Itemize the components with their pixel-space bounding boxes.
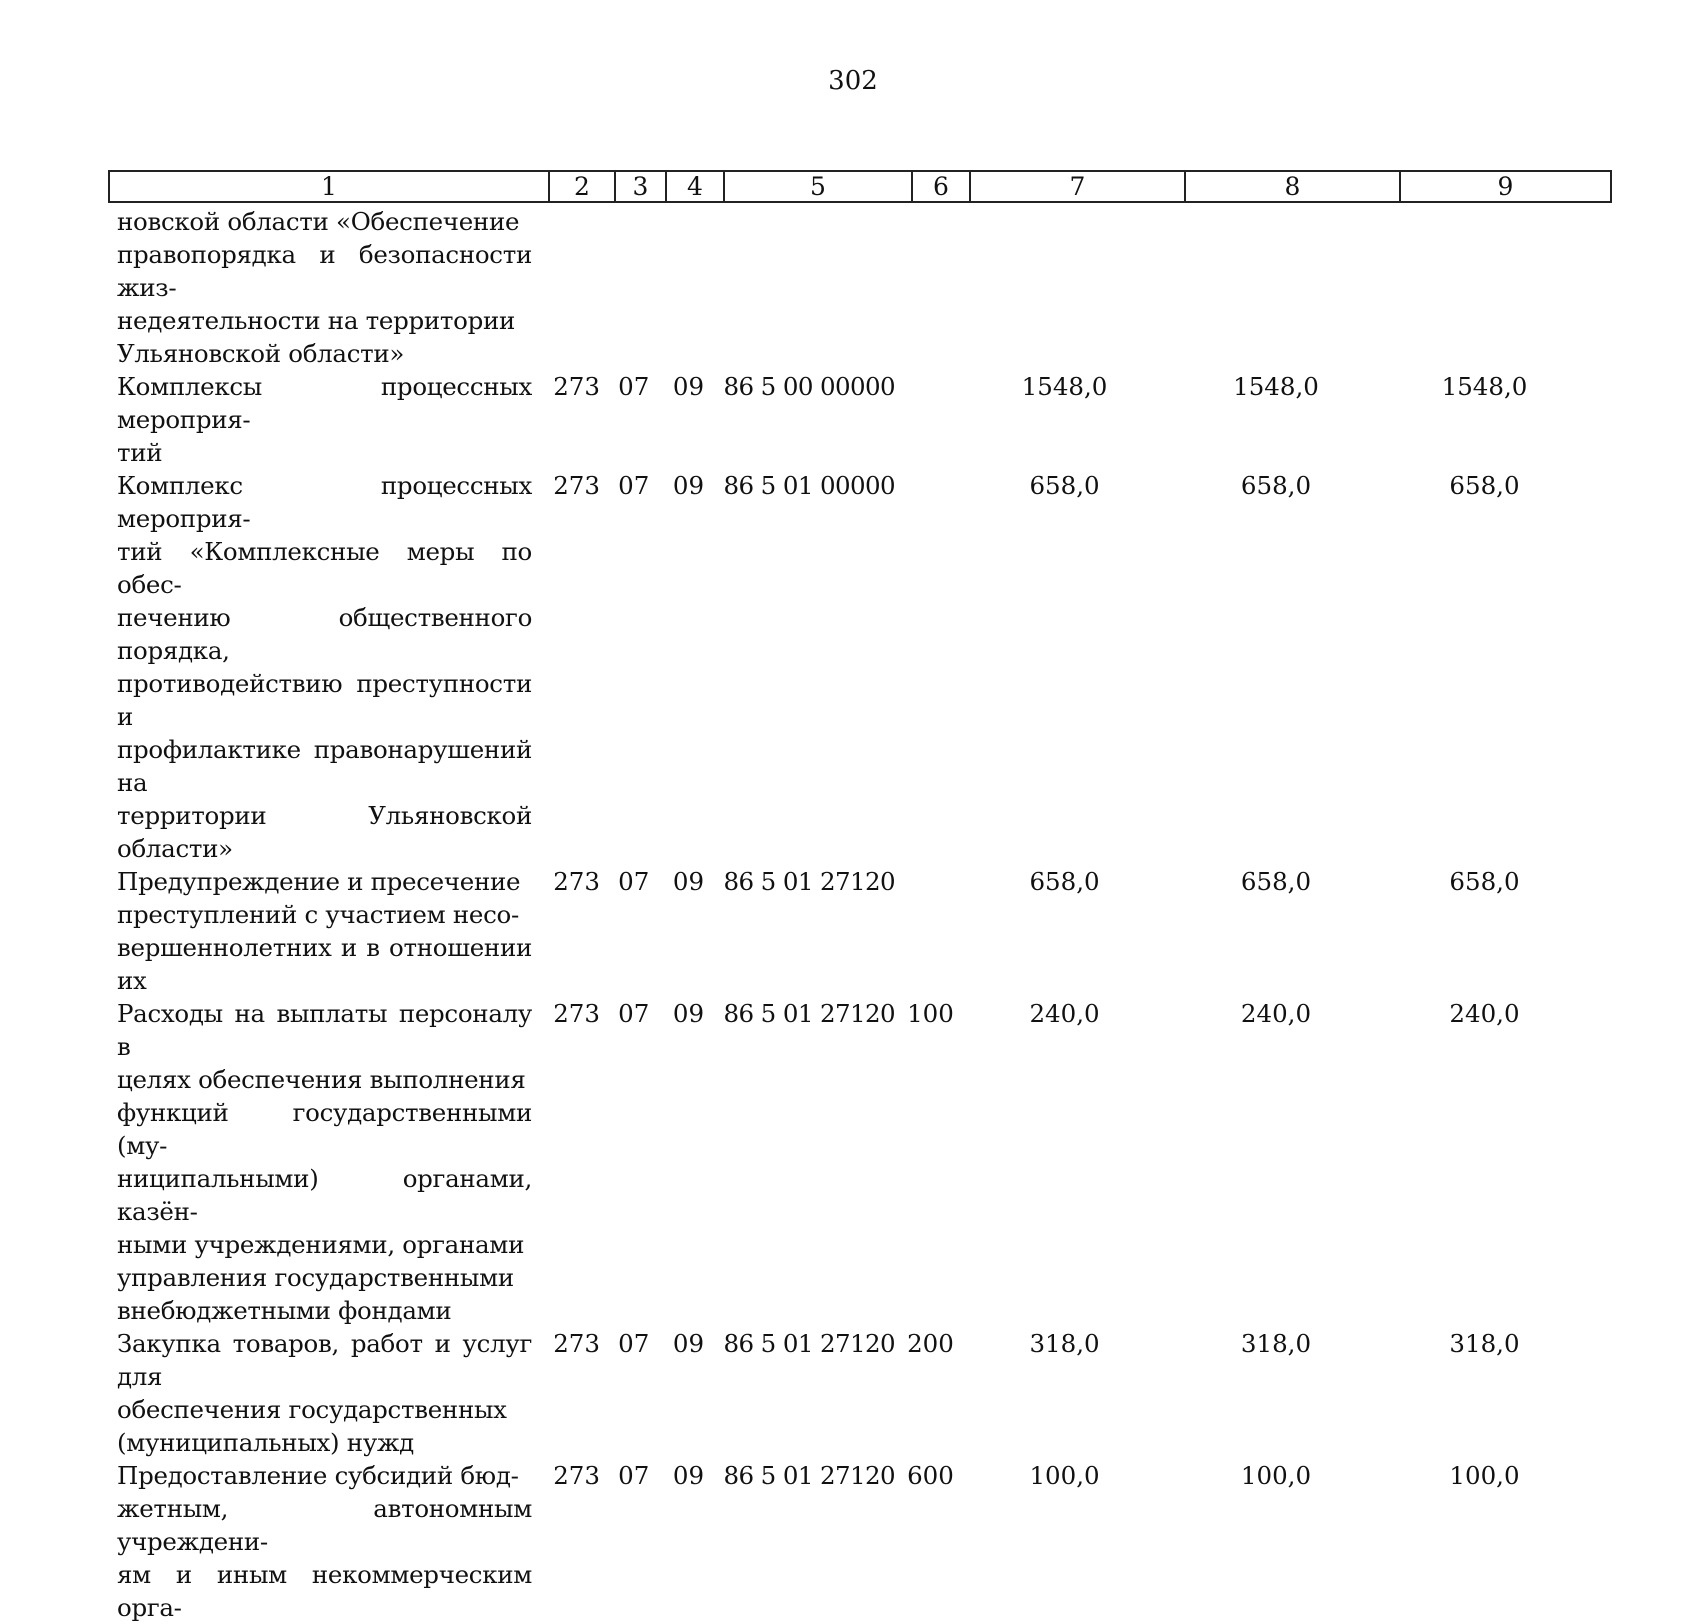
- row-name: [117, 205, 536, 370]
- table-body: [117, 205, 1587, 1624]
- row-target-article: 86 5 01 27120: [723, 999, 895, 1028]
- row-name: [117, 1327, 536, 1459]
- page-number: 302: [828, 66, 878, 96]
- row-name-line: ям и иным некоммерческим орга-: [117, 1560, 533, 1622]
- row-section: 07: [618, 999, 650, 1028]
- row-amount-col8: 318,0: [1240, 1329, 1312, 1358]
- row-rzpr-code: 273: [553, 867, 600, 896]
- row-amount-col7: 658,0: [1029, 867, 1100, 896]
- row-amount-col7: 318,0: [1029, 1329, 1100, 1358]
- row-rzpr-code: 273: [553, 471, 600, 500]
- row-name-line: территории Ульяновской области»: [117, 801, 533, 863]
- row-name-line: целях обеспечения выполнения: [117, 1065, 526, 1094]
- row-expense-type: 600: [907, 1461, 954, 1490]
- row-name-line: обеспечения государственных: [117, 1395, 507, 1424]
- row-name: [117, 469, 536, 865]
- row-expense-type: 100: [907, 999, 954, 1028]
- row-name-line: профилактике правонарушений на: [117, 735, 533, 797]
- header-col-2: 2: [550, 172, 616, 201]
- row-section: 07: [618, 471, 650, 500]
- row-name-line: тий «Комплексные меры по обес-: [117, 537, 533, 599]
- row-section: 07: [618, 1329, 650, 1358]
- row-subsection: 09: [672, 1329, 705, 1358]
- row-name-line: Комплекс процессных мероприя-: [117, 471, 533, 533]
- header-col-1: 1: [110, 172, 550, 201]
- row-subsection: 09: [672, 999, 705, 1028]
- header-col-6: 6: [913, 172, 971, 201]
- row-name-line: Закупка товаров, работ и услуг для: [117, 1329, 533, 1391]
- row-name-line: внебюджетными фондами: [117, 1296, 452, 1325]
- row-name-line: ными учреждениями, органами: [117, 1230, 525, 1259]
- table-row: [117, 370, 1587, 469]
- row-amount-col8: 240,0: [1240, 999, 1312, 1028]
- row-amount-col8: 100,0: [1240, 1461, 1312, 1490]
- row-name-line: тий: [117, 438, 163, 467]
- row-name-line: Предоставление субсидий бюд-: [117, 1461, 519, 1490]
- row-target-article: 86 5 01 00000: [723, 471, 895, 500]
- table-row: [117, 469, 1587, 865]
- row-target-article: 86 5 01 27120: [723, 867, 895, 896]
- row-target-article: 86 5 00 00000: [723, 372, 895, 401]
- row-name-line: новской области «Обеспечение: [117, 207, 520, 236]
- row-rzpr-code: 273: [553, 1329, 600, 1358]
- row-name-line: управления государственными: [117, 1263, 514, 1292]
- row-amount-col8: 658,0: [1240, 471, 1312, 500]
- row-name-line: преступлений с участием несо-: [117, 900, 519, 929]
- row-rzpr-code: 273: [553, 372, 600, 401]
- row-name: [117, 865, 536, 997]
- row-name-line: противодействию преступности и: [117, 669, 533, 731]
- row-name-line: вершеннолетних и в отношении их: [117, 933, 533, 995]
- row-subsection: 09: [672, 372, 705, 401]
- row-section: 07: [618, 1461, 650, 1490]
- table-row: [117, 1459, 1587, 1624]
- row-amount-col9: 100,0: [1449, 1461, 1520, 1490]
- header-col-5: 5: [725, 172, 913, 201]
- row-amount-col7: 100,0: [1029, 1461, 1100, 1490]
- row-amount-col9: 240,0: [1449, 999, 1520, 1028]
- row-rzpr-code: 273: [553, 999, 600, 1028]
- row-name: [117, 1459, 536, 1624]
- row-amount-col7: 1548,0: [1021, 372, 1108, 401]
- table-row: [117, 205, 1587, 370]
- row-name-line: Расходы на выплаты персоналу в: [117, 999, 533, 1061]
- header-col-9: 9: [1497, 172, 1514, 201]
- table-row: [117, 865, 1587, 997]
- row-name-line: Комплексы процессных мероприя-: [117, 372, 533, 434]
- row-name-line: Ульяновской области»: [117, 339, 405, 368]
- row-rzpr-code: 273: [553, 1461, 600, 1490]
- row-name-line: ниципальными) органами, казён-: [117, 1164, 533, 1226]
- row-name-line: Предупреждение и пресечение: [117, 867, 521, 896]
- row-amount-col9: 658,0: [1449, 867, 1520, 896]
- table-row: [117, 1327, 1587, 1459]
- row-expense-type: 200: [907, 1329, 954, 1358]
- row-name-line: (муниципальных) нужд: [117, 1428, 414, 1457]
- header-col-7: 7: [971, 172, 1186, 201]
- row-name-line: жетным, автономным учреждени-: [117, 1494, 533, 1556]
- row-name-line: правопорядка и безопасности жиз-: [117, 240, 533, 302]
- row-amount-col8: 658,0: [1240, 867, 1312, 896]
- row-name: [117, 997, 536, 1327]
- row-name: [117, 370, 536, 469]
- header-col-4: 4: [667, 172, 725, 201]
- row-target-article: 86 5 01 27120: [723, 1329, 895, 1358]
- row-target-article: 86 5 01 27120: [723, 1461, 895, 1490]
- row-amount-col7: 240,0: [1029, 999, 1100, 1028]
- header-col-8: 8: [1186, 172, 1401, 201]
- row-name-line: недеятельности на территории: [117, 306, 516, 335]
- header-col-3: 3: [616, 172, 667, 201]
- row-amount-col9: 318,0: [1449, 1329, 1520, 1358]
- row-subsection: 09: [672, 1461, 705, 1490]
- row-amount-col8: 1548,0: [1233, 372, 1319, 401]
- row-section: 07: [618, 372, 650, 401]
- table-row: [117, 997, 1587, 1327]
- row-amount-col9: 1548,0: [1441, 372, 1528, 401]
- row-amount-col7: 658,0: [1029, 471, 1100, 500]
- row-subsection: 09: [672, 471, 705, 500]
- row-section: 07: [618, 867, 650, 896]
- table-header: [108, 170, 1612, 203]
- row-subsection: 09: [672, 867, 705, 896]
- row-name-line: печению общественного порядка,: [117, 603, 533, 665]
- row-amount-col9: 658,0: [1449, 471, 1520, 500]
- row-name-line: функций государственными (му-: [117, 1098, 533, 1160]
